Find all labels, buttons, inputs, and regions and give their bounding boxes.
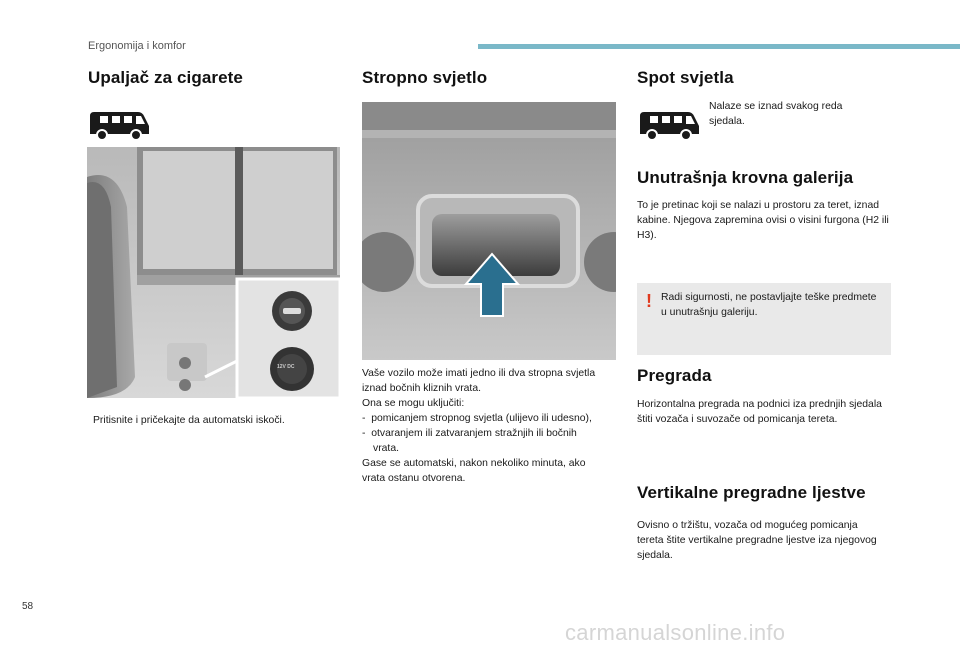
ceiling-light-photo <box>362 102 616 360</box>
header-accent-bar <box>478 44 960 49</box>
cigarette-lighter-photo <box>87 147 340 398</box>
roof-gallery-title: Unutrašnja krovna galerija <box>637 168 854 187</box>
section-header: Ergonomija i komfor <box>88 40 186 52</box>
spot-lights-text: Nalaze se iznad svakog reda sjedala. <box>709 101 843 127</box>
ceiling-light-title: Stropno svjetlo <box>362 68 488 87</box>
ceiling-light-text <box>362 366 602 486</box>
warning-text: Radi sigurnosti, ne postavljajte teške predmete u unutrašnju galeriju. <box>661 292 877 318</box>
cigarette-lighter-title: Upaljač za cigarete <box>88 68 243 87</box>
partition-title: Pregrada <box>637 366 712 385</box>
ceiling-light-item-1: - pomicanjem stropnog svjetla (ulijevo ili udesno), <box>362 413 592 424</box>
partition-text: Horizontalna pregrada na podnici iza prednjih sjedala štiti vozača i suvozače od pomicanja tereta. <box>637 399 882 425</box>
ladder-text: Ovisno o tržištu, vozača od mogućeg pomicanja tereta štite vertikalne pregradne ljestve iza njegovog sjedala. <box>637 520 877 561</box>
ceiling-light-p2: Ona se mogu uključiti: <box>362 398 465 409</box>
ladder-title: Vertikalne pregradne ljestve <box>637 483 866 502</box>
watermark: carmanualsonline.info <box>565 620 786 645</box>
van-icon <box>636 108 702 142</box>
ceiling-light-p1: Vaše vozilo može imati jedno ili dva stropna svjetla iznad bočnih kliznih vrata. <box>362 368 596 394</box>
socket-label: 12V DC <box>277 364 295 370</box>
page-number: 58 <box>22 601 34 612</box>
roof-gallery-text: To je pretinac koji se nalazi u prostoru za teret, iznad kabine. Njegova zapremina ovisi o visini furgona (H2 ili H3). <box>637 200 889 241</box>
ceiling-light-item-2: - otvaranjem ili zatvaranjem stražnjih ili bočnih vrata. <box>362 428 577 454</box>
ceiling-light-p3: Gase se automatski, nakon nekoliko minuta, ako vrata ostanu otvorena. <box>362 458 586 484</box>
warning-icon: ! <box>646 291 652 311</box>
van-icon <box>86 108 152 142</box>
spot-lights-title: Spot svjetla <box>637 68 734 87</box>
cigarette-lighter-instruction <box>88 413 346 428</box>
instruction-text: Pritisnite i pričekajte da automatski iskoči. <box>93 415 285 426</box>
